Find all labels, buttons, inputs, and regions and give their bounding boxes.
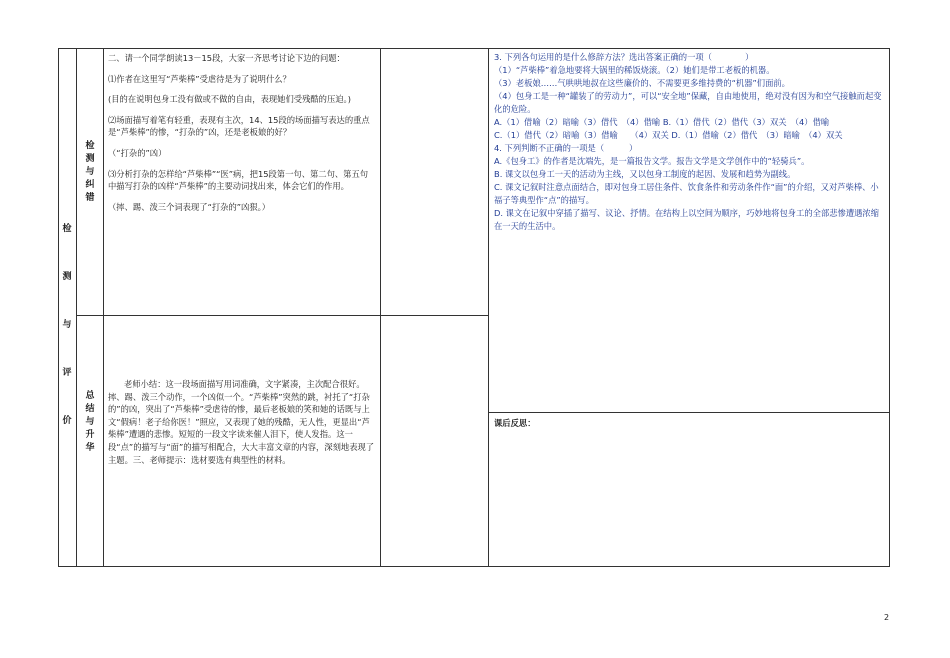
- question-3: ⑶分析打杂的怎样给“芦柴棒”“医”病，把15段第一句、第二句、第五句中描写打杂的凶样“芦柴棒”的主要动词找出来，体会它们的作用。: [108, 168, 369, 192]
- table-border-top: [58, 48, 890, 49]
- exercise-3-options: A.（1）借喻（2）暗喻（3）借代 （4）借喻 B.（1）借代（2）借代（3）双关 （4）借喻: [494, 117, 830, 127]
- exercises-block: [494, 51, 886, 233]
- column-divider-4: [488, 48, 489, 566]
- column-divider-2: [103, 48, 104, 566]
- label-char: 错: [85, 193, 95, 203]
- page-number: 2: [884, 613, 890, 622]
- column-divider-1: [76, 48, 77, 566]
- header-char: 测: [62, 272, 72, 282]
- exercise-3-options: C.（1）借代（2）暗喻（3）借喻 （4）双关 D.（1）借喻（2）借代 （3）暗喻 （4）双关: [494, 130, 843, 140]
- header-char: 检: [62, 224, 72, 234]
- exercise-4-option: D. 课文在记叙中穿插了描写、议论、抒情。在结构上以空间为顺序，巧妙地将包身工的全部悲惨遭遇浓缩在一天的生活中。: [494, 208, 880, 231]
- discussion-intro: 二、请一个同学朗读13－15段，大家一齐思考讨论下边的问题：: [108, 53, 345, 63]
- exercise-4-option: C. 课文记叙时注意点面结合，即对包身工居住条件、饮食条件和劳动条件作“面”的介绍，又对芦柴棒、小福子等典型作“点”的描写。: [494, 182, 879, 205]
- row-divider-left: [76, 315, 488, 316]
- answer-1: (目的在说明包身工没有做或不做的自由，表现她们受残酷的压迫。): [108, 94, 351, 105]
- header-char: 评: [62, 368, 72, 378]
- exercise-4-question: 4. 下列判断不正确的一项是（ ）: [494, 143, 638, 153]
- section-label-zongjie-shenghua: [82, 390, 98, 455]
- table-border-right: [889, 48, 890, 566]
- header-char: 与: [62, 320, 72, 330]
- table-border-bottom: [58, 566, 890, 567]
- section-label-jiance-jiucuo: [82, 140, 98, 205]
- question-2: ⑵场面描写着笔有轻重，表现有主次，14、15段的场面描写表达的重点是“芦柴棒”的惨，“打杂的”凶，还是老板娘的好？: [108, 114, 370, 138]
- label-char: 检: [85, 141, 95, 151]
- section1-content: [108, 52, 376, 221]
- label-char: 总: [85, 391, 95, 401]
- exercise-3-question: 3. 下列各句运用的是什么修辞方法？选出答案正确的一项（ ）: [494, 52, 754, 62]
- exercise-3-sentence: （4）包身工是一种“罐装了的劳动力”，可以“安全地”保藏，自由地使用，绝对没有因为和空气接触而起变化的危险。: [494, 91, 882, 114]
- label-char: 与: [85, 167, 95, 177]
- label-char: 纠: [85, 180, 95, 190]
- exercise-4-option: A.《包身工》的作者是沈端先，是一篇报告文学。报告文学是文学创作中的“轻骑兵”。: [494, 156, 810, 166]
- header-char: 价: [62, 416, 72, 426]
- label-char: 结: [85, 404, 95, 414]
- exercise-3-sentence: （3）老板娘……气哄哄地叔在这些廉价的、不需要更多维持费的“机器”们面前。: [494, 78, 790, 88]
- label-char: 与: [85, 417, 95, 427]
- answer-2: （“打杂的”凶）: [108, 147, 167, 158]
- teacher-summary: [108, 378, 376, 466]
- label-char: 华: [85, 443, 95, 453]
- column-divider-3: [380, 48, 381, 566]
- exercise-4-option: B. 课文以包身工一天的活动为主线，又以包身工制度的起因、发展和趋势为副线。: [494, 169, 796, 179]
- label-char: 测: [85, 154, 95, 164]
- exercise-3-sentence: （1）“芦柴棒”着急地要将大锅里的稀饭烧滚。（2）她们是带工老板的机器。: [494, 65, 775, 75]
- label-char: 升: [85, 430, 95, 440]
- answer-3: （摔、踢、泼三个词表现了“打杂的”凶狠。）: [108, 201, 271, 212]
- column-header-jiance-pingjia: [59, 225, 75, 426]
- summary-text: 老师小结：这一段场面描写用词准确，文字紧凑，主次配合很好。摔、踢、泼三个动作，一个凶似一个。“芦柴棒”突然的跳，衬托了“打杂的”的凶，突出了“芦柴棒”受虐待的惨，最后老板娘的笑和她的话既与上文“假病！老子给你医！”照应，又表现了她的残酷，无人性，更显出“芦柴棒”遭遇的悲惨。短短的一段文字读来催人泪下，使人发指。这一段“点”的描写与“面”的描写相配合，大大丰富文章的内容，深刻地表现了主题。三、老师提示：选材要选有典型性的材料。: [108, 379, 375, 465]
- question-1: ⑴作者在这里写“芦柴棒”受虐待是为了说明什么？: [108, 73, 291, 84]
- reflection-label: 课后反思：: [494, 418, 536, 428]
- row-divider-right: [488, 412, 890, 413]
